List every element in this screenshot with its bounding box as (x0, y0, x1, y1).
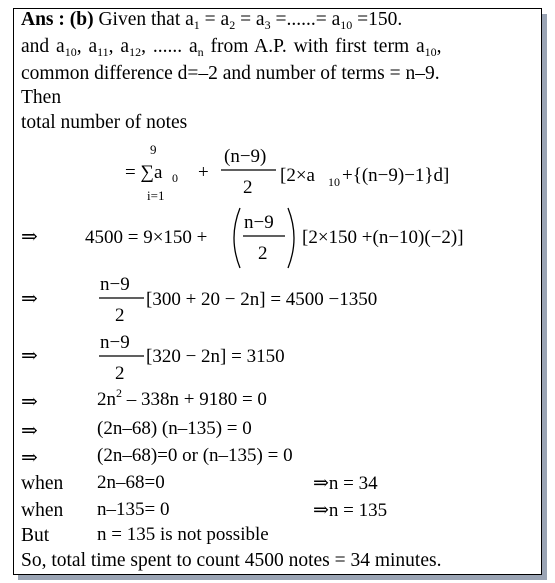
final-answer: So, total time spent to count 4500 notes = 34 minutes. (21, 550, 442, 571)
eq1-upper-limit: 9 (150, 142, 157, 157)
line-2-text: , a (76, 36, 98, 57)
eq1-sum: = ∑a (125, 162, 163, 183)
answer-label: Ans : (b) (21, 9, 94, 30)
equation-4 (21, 332, 285, 384)
subscript: 2 (229, 18, 236, 32)
eq3-numerator: n−9 (100, 274, 130, 295)
eq1-lower-limit: i=1 (147, 188, 165, 203)
eq2-lhs: 4500 = 9×150 + (85, 227, 208, 248)
eq1-plus: + (198, 162, 209, 183)
when-eq-2: n–135= 0 (97, 499, 170, 520)
eq2-denominator: 2 (258, 243, 268, 264)
step-text: 2n (97, 389, 116, 410)
but-label: But (21, 525, 50, 546)
eq2-left-paren (234, 208, 240, 268)
line-2-text: , a (108, 36, 130, 57)
implies-symbol: ⇒ (21, 226, 38, 248)
eq2-rest: [2×150 +(n−10)(−2)] (302, 227, 464, 248)
subscript: 3 (264, 18, 271, 32)
when-result-1: ⇒n = 34 (313, 473, 378, 494)
implies-symbol: ⇒ (21, 447, 38, 469)
subscript: 10 (64, 45, 77, 59)
subscript: 1 (193, 18, 200, 32)
subscript: 12 (129, 45, 142, 59)
step-quadratic (97, 386, 267, 411)
eq3-rest: [300 + 20 − 2n] = 4500 −1350 (146, 289, 378, 310)
subscript: 10 (424, 45, 437, 59)
implies-symbol: ⇒ (21, 420, 38, 442)
implies-symbol: ⇒ (21, 288, 38, 310)
eq4-denominator: 2 (115, 363, 125, 384)
superscript: 2 (116, 386, 122, 400)
eq1-rest: +{(n−9)−1}d] (342, 165, 450, 186)
implies-symbol: ⇒ (21, 345, 38, 367)
line-1-text: Given that a (98, 9, 194, 30)
but-text: n = 135 is not possible (97, 524, 269, 545)
eq4-numerator: n−9 (100, 332, 130, 353)
step-text: – 338n + 9180 = 0 (122, 389, 267, 410)
line-1-text: =......= a (270, 9, 341, 30)
step-roots: (2n–68)=0 or (n–135) = 0 (97, 445, 293, 466)
eq3-denominator: 2 (115, 305, 125, 326)
eq2-right-paren (288, 208, 294, 268)
eq1-subscript: 0 (172, 171, 178, 185)
equation-2 (21, 208, 464, 268)
equation-3 (21, 274, 377, 326)
line-2-text: from A.P. with first term a (203, 36, 425, 57)
line-2-text: , (436, 36, 442, 57)
when-label-1: when (21, 473, 64, 494)
line-3: common difference d=–2 and number of terms = n–9. (21, 63, 440, 84)
line-2-text: and a (21, 36, 65, 57)
eq1-subscript-10: 10 (328, 175, 340, 189)
line-1-text: =150. (352, 9, 403, 30)
line-4: Then (21, 87, 62, 108)
implies-symbol: ⇒ (21, 391, 38, 413)
equation-1 (125, 142, 449, 203)
step-factored: (2n–68) (n–135) = 0 (97, 418, 252, 439)
line-2-text: , ...... a (141, 36, 198, 57)
subscript: 11 (97, 45, 109, 59)
when-eq-1: 2n–68=0 (97, 472, 165, 493)
when-label-2: when (21, 500, 64, 521)
eq1-denominator: 2 (243, 177, 253, 198)
eq4-rest: [320 − 2n] = 3150 (146, 346, 285, 367)
eq1-bracket: [2×a (280, 165, 315, 186)
line-5: total number of notes (21, 112, 188, 133)
line-1-text: = a (235, 9, 265, 30)
subscript: 10 (340, 18, 353, 32)
eq2-numerator: n−9 (244, 212, 274, 233)
line-1-text: = a (199, 9, 230, 30)
when-result-2: ⇒n = 135 (313, 500, 388, 521)
eq1-numerator: (n−9) (224, 146, 267, 167)
subscript: n (197, 45, 204, 59)
